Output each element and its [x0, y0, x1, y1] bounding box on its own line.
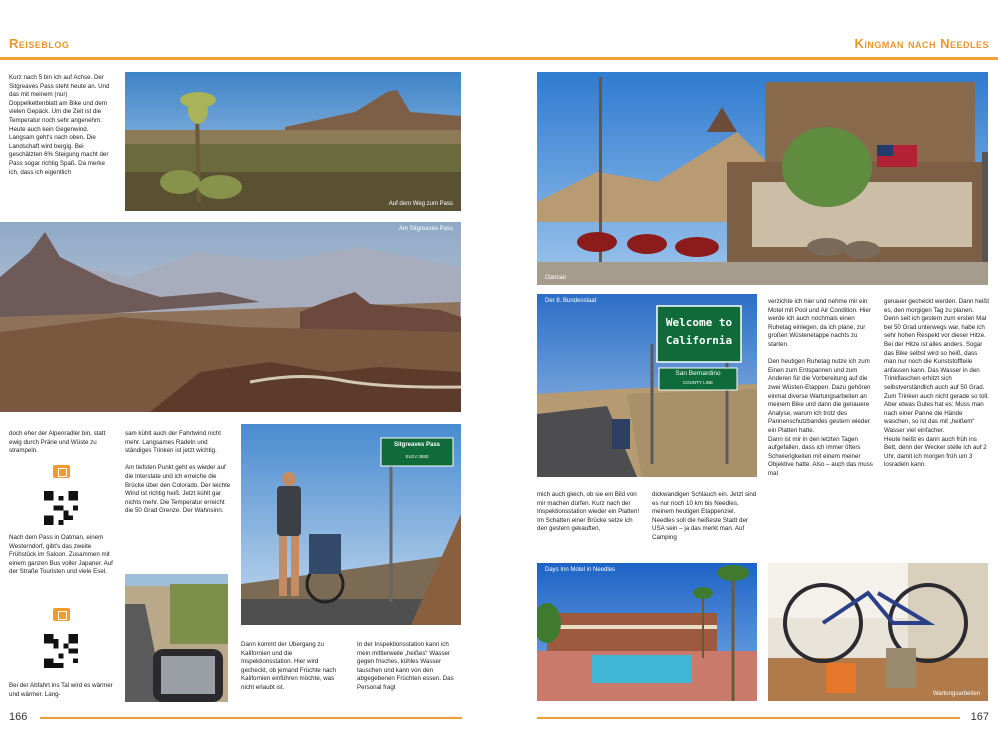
text-column-7: verzichte ich hier und nehme mir ein Motel mit Pool und Air Condition. Hier werde ich auch nochmals einen Ruhetag einlegen, da ich plane, zur großen Wüstenetappe nachts zu starten. Den heutigen Ruhetag nutze ich zum Einen zum Entspannen und zum Anderen für die Vorbereitung auf die zwei Wüsten-Etappen. Dazu gehören einmal diverse Wartungsarbeiten an meinem Bike und dann die genauere Analyse, warum ich trotz des Pannenschutzbandes gestern wieder ein Platten hatte. Dann ist mir in den letzten Tagen aufgefallen, dass ich immer öfters Schwierigkeiten mit einem meiner Objektive hatte. Also – auch das muss mal [768, 298, 873, 477]
photo-oatman [537, 72, 988, 285]
text-column-1-top: Kurz nach 5 bin ich auf Achse. Der Sitgreaves Pass steht heute an. Und das mit meinem (nur) Doppelkettenblatt am Bike und dem vielen Gepäck. Um die Zeit ist die Temperatur noch sehr angenehm. Heute auch kein Gegenwind. Langsam geht's nach oben. Die Landschaft wird bergig. Bei geschätzten 6% Steigung macht der Pass sogar richtig Spaß. Da merke ich, dass ich eigentlich [9, 74, 110, 176]
text-column-5: mich auch gleich, ob sie ein Bild von mir machen dürfen. Kurz nach der Inspektionsstation wieder ein Platten! Im Schatten einer Brücke setze ich den gestern gekauften, [537, 491, 640, 533]
footer-rule-right [537, 717, 960, 719]
qr-code-badge-icon [53, 608, 70, 621]
caption-pass: Am Sitgreaves Pass [398, 226, 453, 232]
sign-sitgreaves: Sitgreaves Pass [393, 442, 441, 448]
footer-rule-left [40, 717, 462, 719]
page-number-right: 167 [970, 711, 989, 723]
sign-elevation: ELEV 3550 [405, 454, 429, 459]
caption-california: Der 8. Bundesstaat [545, 298, 597, 304]
sign-county: San Bernardino [675, 370, 721, 377]
caption-motel: Days Inn Motel in Needles [545, 567, 616, 573]
page-number-left: 166 [9, 711, 28, 723]
text-column-1-bottom: Bei der Abfahrt ins Tal wird es wärmer und wärmer. Lang- [9, 682, 113, 698]
header-rule [0, 57, 998, 60]
caption-oatman: Oatman [545, 275, 567, 281]
photo-sitgreaves-sign [241, 424, 461, 625]
caption-joshua: Auf dem Weg zum Pass [388, 201, 453, 207]
qr-code-icon[interactable] [44, 491, 78, 525]
photo-joshua-tree [125, 72, 461, 211]
text-column-2: sam kühlt auch der Fahrtwind nicht mehr. Langsames Radeln und ständiges Trinken ist jetzt wichtig. Am tiefsten Punkt geht es wieder auf die Interstate und ich erreiche die Brücke über den Colorado. Der leichte Wind ist richtig heiß. Jetzt kühlt gar nichts mehr. Die Temperatur erreicht die 50 Grad Grenze. Der Wahnsinn. [125, 430, 231, 515]
qr-code-icon[interactable] [44, 634, 78, 668]
text-column-3: Dann kommt der Übergang zu Kalifornien und die Inspektionsstation. Hier wird gecheckt, ob jemand Früchte nach Kalifornien einführen möchte, was nicht erlaubt ist. [241, 641, 336, 691]
sign-california: California [665, 334, 733, 347]
photo-california-sign [537, 294, 757, 477]
photo-motel [537, 563, 757, 701]
photo-sitgreaves-pass [0, 222, 461, 412]
sign-county-line: COUNTY LINE [682, 380, 714, 385]
caption-bike: Wartungsarbeiten [932, 691, 980, 697]
text-column-6: dickwandigen Schlauch ein. Jetzt sind es nur noch 10 km bis Needles, meinem heutigen Etappenziel. Needles soll die heißeste Stadt der USA sein – ja das merkt man. Auf Camping [652, 491, 757, 541]
section-title-left: Reiseblog [9, 36, 70, 51]
text-column-1-mid: doch eher der Alpenradler bin, statt ewig durch Prärie und Wüste zu strampeln. [9, 430, 106, 455]
photo-road-gps [125, 574, 228, 702]
qr-code-badge-icon [53, 465, 70, 478]
section-title-right: Kingman nach Needles [854, 36, 989, 51]
photo-bike-maintenance [768, 563, 988, 701]
sign-welcome: Welcome to [665, 316, 733, 329]
text-column-4: In der Inspektionsstation kann ich mein mittlerweile „heißes“ Wasser gegen frisches, kühles Wasser tauschen und kann von den abgegebenen Früchten essen. Das Personal fragt [357, 641, 454, 691]
text-column-8: genauer gecheckt werden. Dann heißt es, den morgigen Tag zu planen. Denn seit ich gestern zum ersten Mal bei 50 Grad unterwegs war, habe ich sehr hohen Respekt vor dieser Hitze. Bei der Hitze ist alles anders. Sogar das Bike selbst wird so heiß, dass man nur noch die Kunststoffteile anfassen kann. Das Wasser in den Trinkflaschen erhitzt sich selbstverständlich auch auf 50 Grad. Zum Trinken auch nicht gerade so toll. Aber etwas Gutes hat es: Muss man nach einer Panne die Hände waschen, so ist das mit „heißem“ Wasser viel einfacher. Heute heißt es dann auch früh ins Bett, denn der Wecker stelle ich auf 2 Uhr, damit ich morgen früh um 3 losradeln kann. [884, 298, 989, 469]
text-column-1-low: Nach dem Pass in Oatman, einem Westerndorf, gibt's das zweite Frühstück im Saloon. Zusammen mit einem ganzen Bus voller Japaner. Auf der Straße Touristen und viele Esel. [9, 534, 113, 576]
